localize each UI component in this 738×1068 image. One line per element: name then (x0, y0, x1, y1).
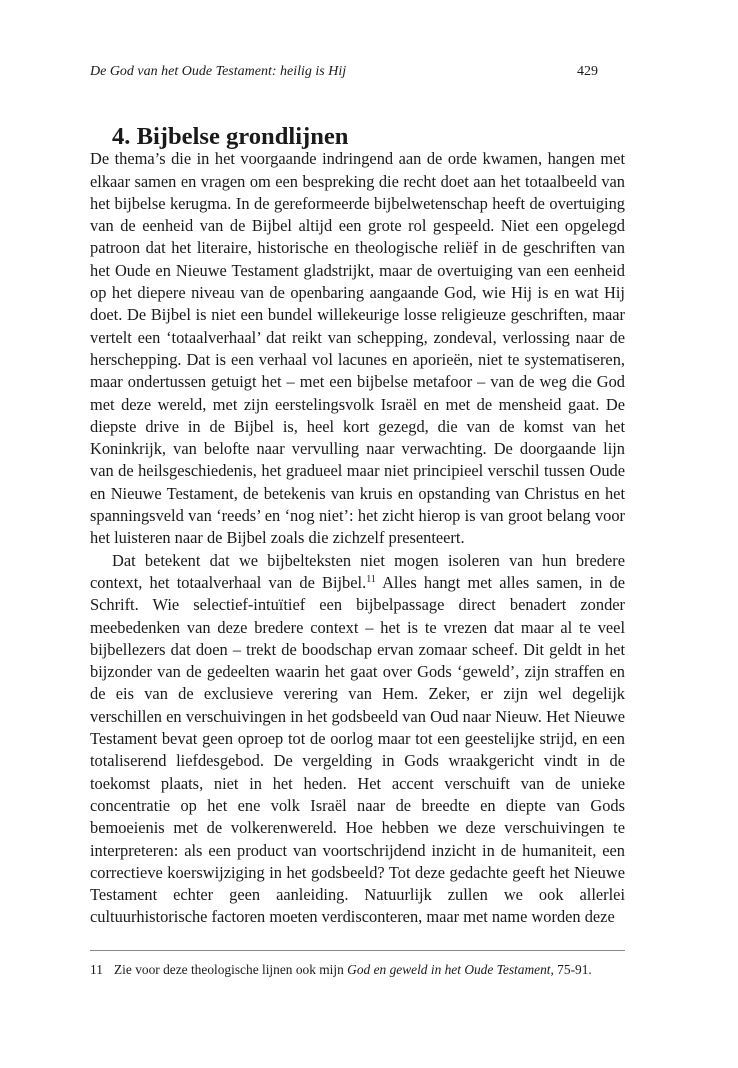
footnote-text-after: , 75-91. (550, 962, 592, 977)
paragraph-2 (90, 550, 625, 929)
paragraph-2-part-1: Dat betekent dat we bijbelteksten niet mogen isoleren van hun bredere context, het totaalverhaal van de Bijbel. (90, 550, 625, 592)
footnote-text-before: Zie voor deze theologische lijnen ook mijn (114, 962, 348, 977)
paragraph-2-part-2: Alles hangt met alles samen, in de Schrift. Wie selectief-intuïtief een bijbelpassage direct benadert zonder meebedenken van deze bredere context – het is te vrezen dat maar al te veel bijbellezers dat doen – trekt de boodschap ervan zomaar scheef. Dit geldt in het bijzonder van de gedeelten waarin het gaat over Gods ‘geweld’, zijn straffen en de eis van de exclusieve verering van Hem. Zeker, er zijn wel degelijk verschillen en verschuivingen in het godsbeeld van Oud naar Nieuw. Het Nieuwe Testament bevat geen oproep tot de oorlog maar tot een geestelijke strijd, en een totaliserend liefdesgebod. De vergelding in Gods wraakgericht vindt in de toekomst plaats, niet in het heden. Het accent verschuift van de unieke concentratie op het ene volk Israël naar de breedte en diepte van Gods bemoeienis met de volkerenwereld. Hoe hebben we deze verschuivingen te interpreteren: als een product van voortschrijdend inzicht in de humaniteit, een correctieve koerswijziging in het godsbeeld? Tot deze gedachte geeft het Nieuwe Testament echter geen aanleiding. Natuurlijk zullen we ook allerlei cultuurhistorische factoren moeten verdisconteren, maar met name worden deze (90, 572, 625, 927)
footnote-number: 11 (90, 962, 103, 977)
footnote-separator (90, 950, 625, 951)
footnote-book-title: God en geweld in het Oude Testament (347, 962, 551, 977)
footnote (90, 961, 625, 979)
page-number: 429 (577, 64, 598, 79)
section-heading: 4. Bijbelse grondlijnen (112, 123, 349, 150)
running-header (90, 62, 598, 82)
paragraph-1: De thema’s die in het voorgaande indringend aan de orde kwamen, hangen met elkaar samen en vragen om een bespreking die recht doet aan het totaalbeeld van het bijbelse kerugma. In de gereformeerde bijbelwetenschap heeft de overtuiging van de eenheid van de Bijbel altijd een grote rol gespeeld. Niet een opgelegd patroon dat het literaire, historische en theologische reliëf in de geschriften van het Oude en Nieuwe Testament gladstrijkt, maar de overtuiging van een eenheid op het diepere niveau van de openbaring aangaande God, wie Hij is en wat Hij doet. De Bijbel is niet een bundel willekeurige losse religieuze geschriften, maar vertelt een ‘totaalverhaal’ dat reikt van schepping, zondeval, verlossing naar de herschepping. Dat is een verhaal vol lacunes en aporieën, niet te systematiseren, maar ondertussen getuigt het – met een bijbelse metafoor – van de weg die God met deze wereld, met zijn eerstelingsvolk Israël en met de mensheid gaat. De diepste drive in de Bijbel is, heel kort gezegd, die van de komst van het Koninkrijk, van belofte naar vervulling naar verwachting. De doorgaande lijn van de heilsgeschiedenis, het gradueel maar niet principieel verschil tussen Oude en Nieuwe Testament, de betekenis van kruis en opstanding van Christus en het spanningsveld van ‘reeds’ en ‘nog niet’: het zicht hierop is van groot belang voor het luisteren naar de Bijbel zoals die zichzelf presenteert. (90, 149, 625, 548)
main-text (90, 123, 625, 929)
running-title: De God van het Oude Testament: heilig is Hij (90, 64, 347, 79)
footnote-reference[interactable]: 11 (366, 573, 376, 585)
